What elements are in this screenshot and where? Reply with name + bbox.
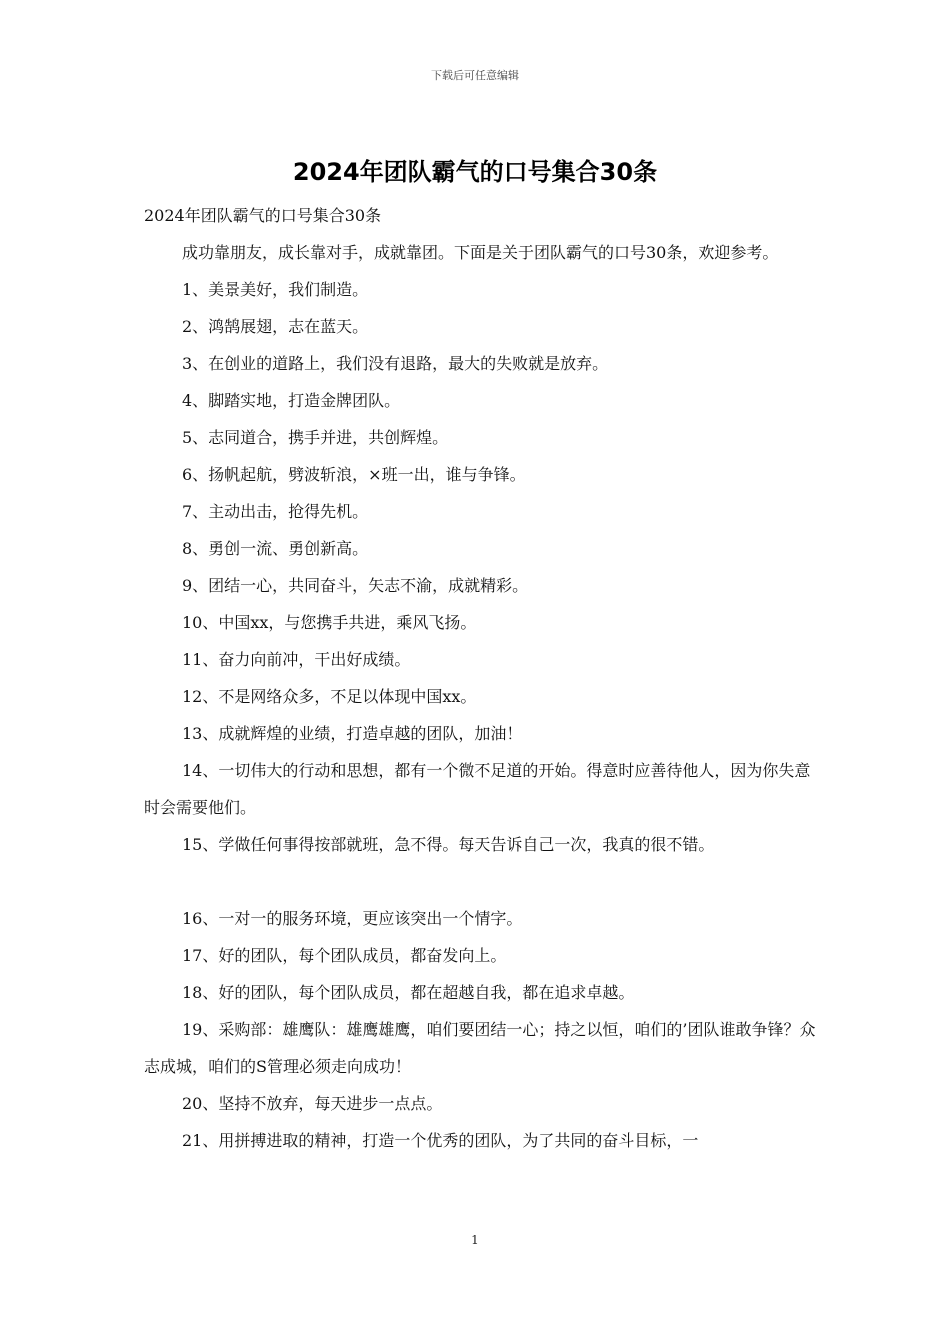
list-item: 17、好的团队，每个团队成员，都奋发向上。 bbox=[182, 946, 507, 965]
list-item: 12、不是网络众多，不足以体现中国xx。 bbox=[182, 687, 477, 706]
document-subtitle: 2024年团队霸气的口号集合30条 bbox=[144, 206, 382, 225]
list-item: 13、成就辉煌的业绩，打造卓越的团队，加油！ bbox=[182, 724, 523, 743]
list-item: 5、志同道合，携手并进，共创辉煌。 bbox=[182, 428, 449, 447]
blank-line bbox=[144, 863, 822, 900]
list-item: 9、团结一心，共同奋斗，矢志不渝，成就精彩。 bbox=[182, 576, 529, 595]
page-number: 1 bbox=[471, 1233, 479, 1247]
list-item: 2、鸿鹄展翅，志在蓝天。 bbox=[182, 317, 369, 336]
list-item: 11、奋力向前冲，干出好成绩。 bbox=[182, 650, 411, 669]
list-item: 6、扬帆起航，劈波斩浪，×班一出，谁与争锋。 bbox=[182, 465, 526, 484]
list-item: 19、采购部：雄鹰队：雄鹰雄鹰，咱们要团结一心；持之以恒，咱们的’团队谁敢争锋？众志成城，咱们的S管理必须走向成功！ bbox=[144, 1020, 816, 1076]
list-item: 16、一对一的服务环境，更应该突出一个情字。 bbox=[182, 909, 523, 928]
list-item: 10、中国xx，与您携手共进，乘风飞扬。 bbox=[182, 613, 477, 632]
list-item: 7、主动出击，抢得先机。 bbox=[182, 502, 369, 521]
header-note: 下载后可任意编辑 bbox=[431, 69, 519, 82]
list-item: 20、坚持不放弃，每天进步一点点。 bbox=[182, 1094, 443, 1113]
intro-paragraph: 成功靠朋友，成长靠对手，成就靠团。下面是关于团队霸气的口号30条，欢迎参考。 bbox=[182, 243, 779, 262]
document-title: 2024年团队霸气的口号集合30条 bbox=[292, 158, 658, 186]
list-item: 1、美景美好，我们制造。 bbox=[182, 280, 369, 299]
list-item: 8、勇创一流、勇创新高。 bbox=[182, 539, 369, 558]
list-item: 15、学做任何事得按部就班，急不得。每天告诉自己一次，我真的很不错。 bbox=[182, 835, 715, 854]
list-item: 4、脚踏实地，打造金牌团队。 bbox=[182, 391, 401, 410]
list-item: 3、在创业的道路上，我们没有退路，最大的失败就是放弃。 bbox=[182, 354, 609, 373]
list-item: 21、用拼搏进取的精神，打造一个优秀的团队，为了共同的奋斗目标，一 bbox=[182, 1131, 699, 1150]
document-body bbox=[144, 197, 822, 1159]
list-item: 14、一切伟大的行动和思想，都有一个微不足道的开始。得意时应善待他人，因为你失意时会需要他们。 bbox=[144, 761, 811, 817]
list-item: 18、好的团队，每个团队成员，都在超越自我，都在追求卓越。 bbox=[182, 983, 635, 1002]
